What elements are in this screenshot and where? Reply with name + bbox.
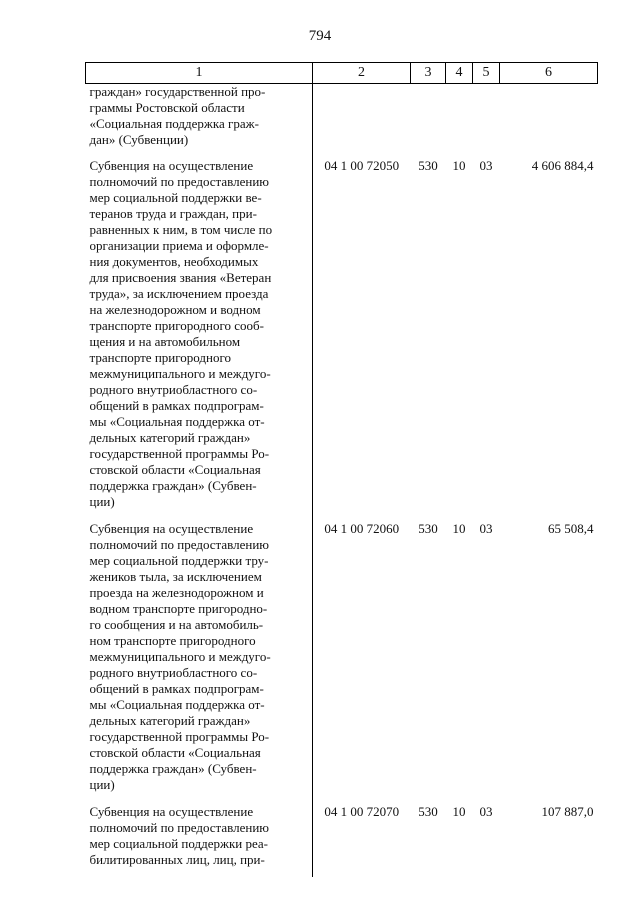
row-pr: 03 [479, 521, 493, 536]
column-header-4: 4 [446, 63, 473, 84]
row-description: Субвенция на осуществление полномочий по предоставлению мер социальной поддержки реа- билитированных лиц, лиц, при- [89, 804, 270, 867]
column-header-2: 2 [313, 63, 411, 84]
table-row [86, 802, 598, 877]
row-vr: 530 [418, 158, 438, 173]
row-code [313, 84, 411, 157]
row-vr [411, 84, 446, 157]
row-rz: 10 [452, 158, 466, 173]
row-vr: 530 [418, 804, 438, 819]
column-header-6: 6 [500, 63, 598, 84]
row-description: Субвенция на осуществление полномочий по предоставлению мер социальной поддержки ве- теранов труда и граждан, при- равненных к ним, в том числе по организации приема и оформле- ния документов, необходимых для присвоения звания «Ветеран труда», за исключением проезда на железнодорожном и водном транспорте пригородного сооб- щения и на автомобильном транспорте пригородного межмуниципального и междуго- родного внутриобластного со- общений в рамках подпрограм- мы «Социальная поддержка от- дельных категорий граждан» государственной программы Ро- стовской области «Социальная поддержка граждан» (Субвен- ции) [89, 158, 273, 509]
row-amount: 107 887,0 [541, 804, 594, 819]
budget-table [85, 62, 598, 877]
page-number: 794 [308, 28, 332, 44]
row-code: 04 1 00 72070 [313, 802, 411, 877]
row-rz [446, 84, 473, 157]
table-header-row [86, 63, 598, 84]
row-rz: 10 [452, 804, 466, 819]
column-header-1: 1 [86, 63, 313, 84]
row-code: 04 1 00 72050 [313, 156, 411, 519]
row-amount: 65 508,4 [548, 521, 594, 536]
row-description: Субвенция на осуществление полномочий по предоставлению мер социальной поддержки тру- жеников тыла, за исключением проезда на железнодорожном и водном транспорте пригородно- го сообщения и на автомобиль- ном транспорте пригородного межмуниципального и междуго- родного внутриобластного со- общений в рамках подпрограм- мы «Социальная поддержка от- дельных категорий граждан» государственной программы Ро- стовской области «Социальная поддержка граждан» (Субвен- ции) [89, 521, 271, 792]
column-header-3: 3 [411, 63, 446, 84]
row-description: граждан» государственной про- граммы Ростовской области «Социальная поддержка граж- дан» (Субвенции) [89, 84, 266, 147]
row-vr: 530 [418, 521, 438, 536]
column-header-5: 5 [473, 63, 500, 84]
row-pr: 03 [479, 804, 493, 819]
row-rz: 10 [452, 521, 466, 536]
table-row [86, 519, 598, 802]
table-row [86, 84, 598, 157]
row-pr [473, 84, 500, 157]
row-pr: 03 [479, 158, 493, 173]
table-row [86, 156, 598, 519]
row-code: 04 1 00 72060 [313, 519, 411, 802]
row-amount [500, 84, 598, 157]
row-amount: 4 606 884,4 [531, 158, 594, 173]
